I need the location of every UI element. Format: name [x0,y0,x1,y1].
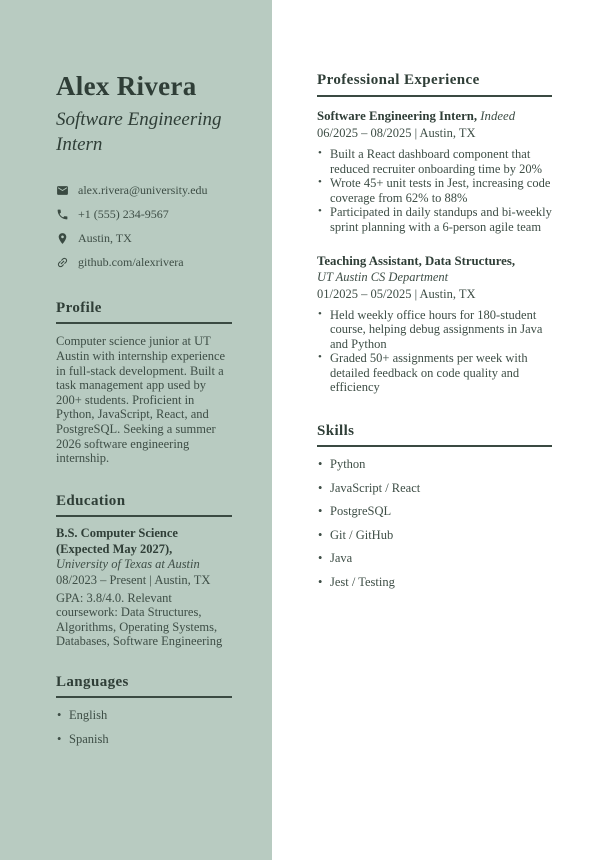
language-item: • Spanish [56,732,232,747]
languages-section [56,674,232,747]
skill-item: • Git / GitHub [317,528,552,543]
skill-item: • Python [317,457,552,472]
languages-heading: Languages [56,674,232,699]
job-bullet-list [317,308,552,395]
skills-heading: Skills [317,423,552,448]
contact-location [56,231,232,246]
contact-github [56,255,232,270]
job-title: Teaching Assistant, Data Structures, [317,254,516,268]
contact-github-text: github.com/alexrivera [78,254,184,269]
link-icon [56,256,69,269]
person-title: Software Engineering Intern [56,109,222,155]
education-details: GPA: 3.8/4.0. Relevant coursework: Data Structures, Algorithms, Operating Systems, Databases, Software Engineering [56,590,223,649]
contact-email [56,183,232,198]
person-name: Alex Rivera [56,71,197,101]
job-title: Software Engineering Intern, [317,108,478,123]
sidebar [0,0,272,860]
contact-location-text: Austin, TX [78,230,132,245]
languages-list [56,708,232,747]
contact-email-text: alex.rivera@university.edu [78,182,208,197]
profile-section [56,300,232,466]
education-degree: B.S. Computer Science (Expected May 2027), [56,526,178,556]
experience-heading: Professional Experience [317,72,552,97]
job-entry [317,109,552,235]
job-bullet: • Participated in daily standups and bi-weekly sprint planning with a 6-person agile team [317,205,552,234]
contact-phone-text: +1 (555) 234-9567 [78,206,169,221]
experience-section [317,72,552,395]
skill-item: • JavaScript / React [317,481,552,496]
email-icon [56,184,69,197]
contact-list [56,183,232,270]
job-dates: 01/2025 – 05/2025 | Austin, TX [317,286,476,301]
skill-item: • PostgreSQL [317,504,552,519]
job-titleline [317,254,552,285]
skill-item: • Java [317,551,552,566]
job-bullet: • Graded 50+ assignments per week with detailed feedback on code quality and efficiency [317,351,552,395]
job-bullet: • Wrote 45+ unit tests in Jest, increasing code coverage from 62% to 88% [317,176,552,205]
profile-text: Computer science junior at UT Austin with internship experience in full-stack development. Built a task management app used by 200+ students. Proficient in Python, JavaScript, React, and PostgreSQL. Seeking a summer 2026 software engineering internship. [56,334,226,466]
job-titleline [317,109,552,125]
location-icon [56,232,69,245]
profile-heading: Profile [56,300,232,325]
job-bullet: • Built a React dashboard component that reduced recruiter onboarding time by 20% [317,147,552,176]
main-column [272,0,608,860]
skills-list [317,457,552,589]
education-section [56,493,232,649]
job-bullet-list [317,147,552,234]
job-entry [317,254,552,395]
job-company: Indeed [480,108,516,123]
phone-icon [56,208,69,221]
job-dates: 06/2025 – 08/2025 | Austin, TX [317,126,476,140]
education-dates: 08/2023 – Present | Austin, TX [56,572,211,587]
contact-phone [56,207,232,222]
skills-section [317,423,552,590]
language-item: • English [56,708,232,723]
education-school: University of Texas at Austin [56,556,200,571]
job-bullet: • Held weekly office hours for 180-student course, helping debug assignments in Java and Python [317,308,552,352]
skill-item: • Jest / Testing [317,575,552,590]
job-company: UT Austin CS Department [317,269,449,284]
education-heading: Education [56,493,232,518]
